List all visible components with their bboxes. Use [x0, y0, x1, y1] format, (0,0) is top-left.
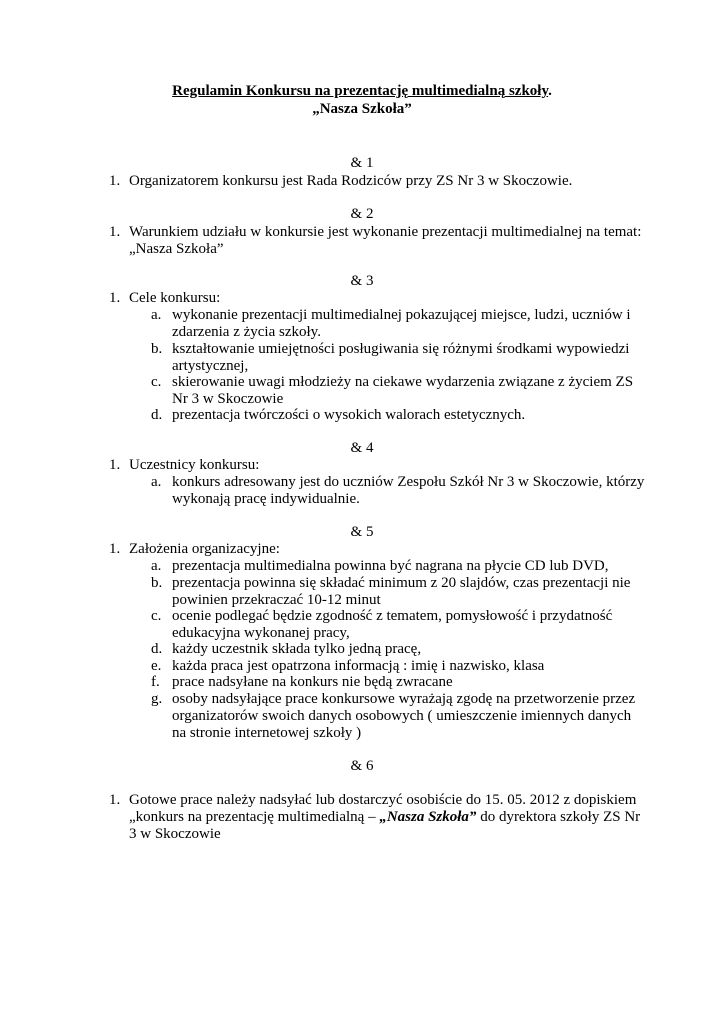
- item-text: kształtowanie umiejętności posługiwania się różnymi środkami wypowiedzi artystycznej,: [172, 341, 630, 374]
- section-2-heading: & 2: [350, 206, 374, 222]
- list-item: [151, 407, 649, 424]
- list-item: [151, 674, 649, 691]
- item-text: wykonanie prezentacji multimedialnej pokazującej miejsce, ludzi, uczniów i zdarzenia z życia szkoły.: [172, 307, 631, 340]
- section-2-item: [109, 224, 649, 258]
- list-item: [151, 374, 649, 408]
- item-text: prezentacja twórczości o wysokich walorach estetycznych.: [172, 407, 526, 423]
- section-1-item: [109, 173, 649, 190]
- list-item: [151, 341, 649, 375]
- item-letter: c.: [151, 608, 162, 624]
- section-3-heading: & 3: [350, 273, 374, 289]
- list-item: [151, 307, 649, 341]
- item-text: osoby nadsyłające prace konkursowe wyrażają zgodę na przetworzenie przez organizatorów swoich danych osobowych ( umieszczenie imiennych danych na stronie internetowej szkoły ): [172, 691, 636, 741]
- item-letter: d.: [151, 641, 163, 657]
- item-text: każdy uczestnik składa tylko jedną pracę,: [172, 641, 422, 657]
- section-4-heading: & 4: [350, 440, 374, 456]
- item-letter: a.: [151, 558, 162, 574]
- item-number: 1.: [109, 173, 121, 189]
- document-title: [0, 83, 724, 100]
- section-3-item: [109, 290, 649, 307]
- item-letter: f.: [151, 674, 160, 690]
- item-text: prace nadsyłane na konkurs nie będą zwracane: [172, 674, 453, 690]
- section-5-item: [109, 541, 649, 558]
- item-text: prezentacja multimedialna powinna być nagrana na płycie CD lub DVD,: [172, 558, 609, 574]
- item-letter: c.: [151, 374, 162, 390]
- list-item: [151, 474, 649, 508]
- item-text: ocenie podlegać będzie zgodność z tematem, pomysłowość i przydatność edukacyjna wykonanej pracy,: [172, 608, 613, 641]
- list-item: [151, 641, 649, 658]
- item-letter: b.: [151, 341, 163, 357]
- list-item: [151, 575, 649, 609]
- document-subtitle: „Nasza Szkoła”: [312, 101, 412, 117]
- item-number: 1.: [109, 457, 121, 473]
- item-text: Założenia organizacyjne:: [129, 541, 280, 557]
- item-text: każda praca jest opatrzona informacją : imię i nazwisko, klasa: [172, 658, 545, 674]
- item-text: Cele konkursu:: [129, 290, 221, 306]
- item-text: Warunkiem udziału w konkursie jest wykonanie prezentacji multimedialnej na temat: „Nasza Szkoła”: [129, 224, 642, 257]
- item-letter: a.: [151, 474, 162, 490]
- item-text: [129, 792, 649, 843]
- item-text-part1: Gotowe prace należy nadsyłać lub dostarczyć osobiście do 15. 05. 2012 z dopiskiem „konkurs na prezentację multimedialną –: [129, 792, 637, 825]
- item-letter: e.: [151, 658, 162, 674]
- item-text: Organizatorem konkursu jest Rada Rodziców przy ZS Nr 3 w Skoczowie.: [129, 173, 573, 189]
- list-item: [151, 658, 649, 675]
- list-item: [151, 691, 649, 742]
- item-number: 1.: [109, 290, 121, 306]
- list-item: [151, 558, 649, 575]
- title-text: Regulamin Konkursu na prezentację multimedialną szkoły: [172, 83, 549, 99]
- section-5-heading: & 5: [350, 524, 374, 540]
- item-letter: d.: [151, 407, 163, 423]
- title-period: .: [548, 83, 552, 99]
- section-1-heading: & 1: [350, 155, 374, 171]
- item-text: skierowanie uwagi młodzieży na ciekawe wydarzenia związane z życiem ZS Nr 3 w Skoczowie: [172, 374, 634, 407]
- item-text: konkurs adresowany jest do uczniów Zespołu Szkół Nr 3 w Skoczowie, którzy wykonają pracę indywidualnie.: [172, 474, 645, 507]
- item-letter: g.: [151, 691, 163, 707]
- item-letter: a.: [151, 307, 162, 323]
- item-number: 1.: [109, 541, 121, 557]
- list-item: [151, 608, 649, 642]
- item-number: 1.: [109, 792, 121, 808]
- item-text-emphasis: „Nasza Szkoła”: [379, 809, 477, 825]
- section-6-heading: & 6: [350, 758, 374, 774]
- section-6-item: [109, 792, 649, 843]
- item-letter: b.: [151, 575, 163, 591]
- item-text: Uczestnicy konkursu:: [129, 457, 260, 473]
- item-text-part2: do dyrektora szkoły ZS Nr 3 w Skoczowie: [129, 809, 641, 842]
- item-text: prezentacja powinna się składać minimum z 20 slajdów, czas prezentacji nie powinien przekraczać 10-12 minut: [172, 575, 631, 608]
- section-4-item: [109, 457, 649, 474]
- item-number: 1.: [109, 224, 121, 240]
